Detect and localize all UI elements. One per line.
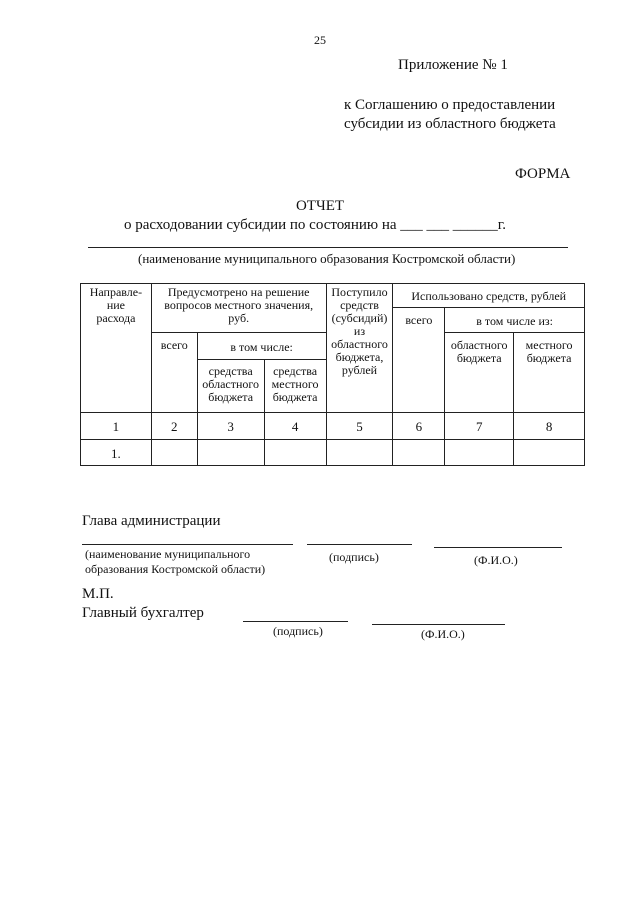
header-including-from-text: в том числе из: [476, 313, 553, 328]
header-including-from [445, 308, 585, 333]
header-regional-budget [445, 333, 514, 413]
column-number: 1 [81, 413, 152, 440]
table-cell [393, 440, 445, 466]
header-used-total [393, 308, 445, 413]
fio-line [434, 547, 562, 548]
appendix-title: Приложение № 1 [398, 57, 508, 73]
agreement-line-1: к Соглашению о предоставлении [344, 97, 556, 113]
column-numbers-row [81, 413, 585, 440]
header-including [197, 333, 326, 360]
form-label: ФОРМА [515, 166, 571, 182]
table-row [81, 440, 585, 466]
org-name-signature-line [82, 544, 293, 545]
table-cell [264, 440, 326, 466]
header-regional-budget-text: областного бюджета [450, 338, 508, 365]
stamp-label: М.П. [82, 586, 114, 602]
column-number: 8 [514, 413, 585, 440]
header-local-funds-text: средства местного бюджета [271, 364, 319, 404]
header-received [326, 284, 393, 413]
column-number: 5 [326, 413, 393, 440]
accountant-signature-caption: (подпись) [273, 624, 323, 638]
report-title: ОТЧЕТ [295, 198, 345, 214]
row-label: 1. [81, 440, 152, 466]
header-received-text: Поступило средств (субсидий) из областного бюджета, рублей [331, 285, 388, 377]
header-direction [81, 284, 152, 413]
header-local-budget [514, 333, 585, 413]
fio-caption: (Ф.И.О.) [474, 553, 518, 567]
column-number: 7 [445, 413, 514, 440]
column-number: 4 [264, 413, 326, 440]
table-cell [514, 440, 585, 466]
signature-caption: (подпись) [329, 550, 379, 564]
report-subtitle: о расходовании субсидии по состоянию на ___ ___ ______г. [124, 217, 506, 233]
header-used-total-text: всего [405, 313, 433, 327]
chief-accountant-label: Главный бухгалтер [82, 605, 204, 621]
header-planned-total-text: всего [160, 338, 188, 352]
column-number: 6 [393, 413, 445, 440]
table-cell [326, 440, 393, 466]
org-name-line [88, 247, 568, 248]
header-used [393, 284, 585, 308]
head-of-administration-label: Глава администрации [82, 513, 221, 529]
column-number: 3 [197, 413, 264, 440]
header-direction-text: Направле- ние расхода [89, 285, 143, 325]
agreement-reference [344, 96, 556, 134]
header-regional-funds-text: средства областного бюджета [202, 364, 260, 404]
header-local-funds [264, 360, 326, 413]
header-planned-total [151, 333, 197, 413]
header-planned [151, 284, 326, 333]
header-including-text: в том числе: [230, 339, 293, 354]
accountant-signature-line [243, 621, 348, 622]
org-name-caption: (наименование муниципального образования Костромской области) [138, 251, 516, 266]
page-number: 25 [314, 33, 326, 47]
header-planned-text: Предусмотрено на решение вопросов местного значения, руб. [164, 285, 314, 325]
accountant-fio-line [372, 624, 505, 625]
accountant-fio-caption: (Ф.И.О.) [421, 627, 465, 641]
report-table [80, 283, 585, 466]
signature-line [307, 544, 412, 545]
agreement-line-2: субсидии из областного бюджета [344, 116, 556, 132]
table-cell [197, 440, 264, 466]
org-name-signature-caption: (наименование муниципального образования Костромской области) [85, 547, 266, 576]
header-local-budget-text: местного бюджета [525, 338, 573, 365]
column-number: 2 [151, 413, 197, 440]
table-cell [151, 440, 197, 466]
header-regional-funds [197, 360, 264, 413]
header-used-text: Использовано средств, рублей [411, 289, 567, 303]
table-cell [445, 440, 514, 466]
